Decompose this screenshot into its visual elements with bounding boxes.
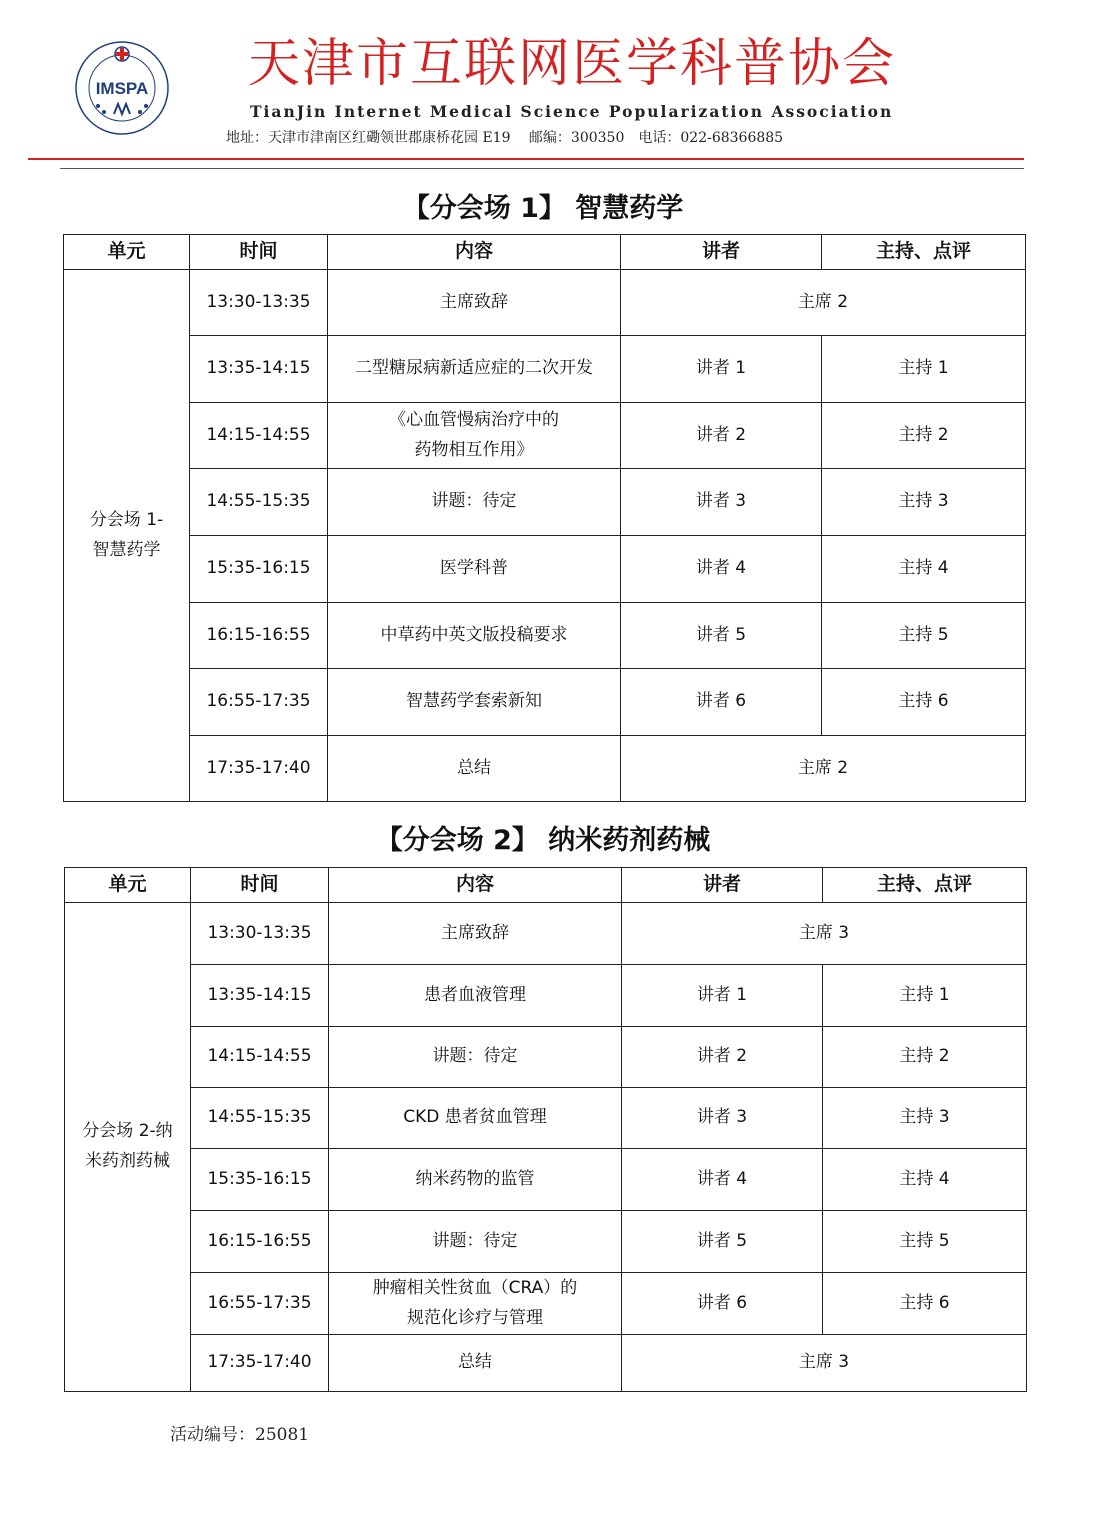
table-header-row xyxy=(65,868,1027,903)
host-cell: 主持 6 xyxy=(823,1273,1027,1335)
session-2-table xyxy=(64,867,1027,1392)
col-speaker: 讲者 xyxy=(622,868,823,903)
session-1-title: 【分会场 1】 智慧药学 xyxy=(402,193,684,224)
host-cell: 主持 5 xyxy=(823,1211,1027,1273)
content-cell: 主席致辞 xyxy=(328,270,621,336)
time-cell: 14:55-15:35 xyxy=(190,469,328,536)
time-cell: 16:55-17:35 xyxy=(190,669,328,736)
speaker-cell: 讲者 2 xyxy=(622,1027,823,1088)
content-cell xyxy=(329,1273,622,1335)
time-cell: 16:55-17:35 xyxy=(191,1273,329,1335)
speaker-cell: 讲者 4 xyxy=(622,1149,823,1211)
time-cell: 14:15-14:55 xyxy=(190,403,328,469)
time-cell: 13:35-14:15 xyxy=(190,336,328,403)
content-cell: 智慧药学套索新知 xyxy=(328,669,621,736)
table-row xyxy=(64,536,1026,603)
time-cell: 16:15-16:55 xyxy=(191,1211,329,1273)
speaker-cell: 讲者 5 xyxy=(622,1211,823,1273)
host-cell: 主持 6 xyxy=(822,669,1026,736)
table-row xyxy=(64,403,1026,469)
time-cell: 14:55-15:35 xyxy=(191,1088,329,1149)
time-cell: 14:15-14:55 xyxy=(191,1027,329,1088)
imspa-logo xyxy=(72,38,172,138)
speaker-cell: 讲者 3 xyxy=(621,469,822,536)
content-line: 肿瘤相关性贫血（CRA）的 xyxy=(372,1277,578,1298)
unit-line: 智慧药学 xyxy=(92,539,161,560)
speaker-cell: 讲者 3 xyxy=(622,1088,823,1149)
content-cell: 二型糖尿病新适应症的二次开发 xyxy=(328,336,621,403)
content-cell: CKD 患者贫血管理 xyxy=(329,1088,622,1149)
org-address: 地址：天津市津南区红磡领世郡康桥花园 E19 邮编：300350 电话：022-68366885 xyxy=(226,130,784,146)
table-row xyxy=(65,1273,1027,1335)
table-row xyxy=(64,736,1026,802)
content-cell: 总结 xyxy=(329,1335,622,1392)
letterhead xyxy=(0,0,1103,170)
chair-cell: 主席 3 xyxy=(622,903,1027,965)
time-cell: 15:35-16:15 xyxy=(190,536,328,603)
time-cell: 17:35-17:40 xyxy=(190,736,328,802)
host-cell: 主持 2 xyxy=(823,1027,1027,1088)
session-2-title: 【分会场 2】 纳米药剂药械 xyxy=(375,825,711,856)
speaker-cell: 讲者 1 xyxy=(621,336,822,403)
table-row xyxy=(65,1149,1027,1211)
content-cell xyxy=(328,403,621,469)
content-line: 规范化诊疗与管理 xyxy=(407,1307,543,1328)
table-row xyxy=(65,903,1027,965)
col-content: 内容 xyxy=(328,235,621,270)
table-header-row xyxy=(64,235,1026,270)
speaker-cell: 讲者 6 xyxy=(621,669,822,736)
unit-cell xyxy=(65,903,191,1392)
chair-cell: 主席 3 xyxy=(622,1335,1027,1392)
col-host: 主持、点评 xyxy=(822,235,1026,270)
time-cell: 13:30-13:35 xyxy=(190,270,328,336)
col-speaker: 讲者 xyxy=(621,235,822,270)
speaker-cell: 讲者 2 xyxy=(621,403,822,469)
unit-line: 分会场 2-纳 xyxy=(82,1121,173,1142)
activity-number: 活动编号：25081 xyxy=(170,1425,310,1445)
host-cell: 主持 1 xyxy=(822,336,1026,403)
chair-cell: 主席 2 xyxy=(621,736,1026,802)
col-time: 时间 xyxy=(191,868,329,903)
table-row xyxy=(65,965,1027,1027)
host-cell: 主持 1 xyxy=(823,965,1027,1027)
speaker-cell: 讲者 6 xyxy=(622,1273,823,1335)
logo-text: IMSPA xyxy=(95,79,149,98)
table-row xyxy=(65,1027,1027,1088)
table-row xyxy=(64,469,1026,536)
content-cell: 患者血液管理 xyxy=(329,965,622,1027)
table-row xyxy=(64,603,1026,669)
time-cell: 13:35-14:15 xyxy=(191,965,329,1027)
time-cell: 16:15-16:55 xyxy=(190,603,328,669)
content-line: 药物相互作用》 xyxy=(414,439,534,460)
content-cell: 纳米药物的监管 xyxy=(329,1149,622,1211)
content-cell: 讲题：待定 xyxy=(329,1027,622,1088)
host-cell: 主持 3 xyxy=(822,469,1026,536)
content-cell: 讲题：待定 xyxy=(329,1211,622,1273)
org-name-cn: 天津市互联网医学科普协会 xyxy=(248,34,897,94)
speaker-cell: 讲者 1 xyxy=(622,965,823,1027)
host-cell: 主持 4 xyxy=(823,1149,1027,1211)
content-cell: 中草药中英文版投稿要求 xyxy=(328,603,621,669)
col-unit: 单元 xyxy=(64,235,190,270)
speaker-cell: 讲者 4 xyxy=(621,536,822,603)
table-row xyxy=(64,336,1026,403)
table-row xyxy=(64,669,1026,736)
header-rule-black xyxy=(60,168,1024,169)
host-cell: 主持 4 xyxy=(822,536,1026,603)
time-cell: 15:35-16:15 xyxy=(191,1149,329,1211)
chair-cell: 主席 2 xyxy=(621,270,1026,336)
time-cell: 17:35-17:40 xyxy=(191,1335,329,1392)
table-row xyxy=(64,270,1026,336)
col-content: 内容 xyxy=(329,868,622,903)
table-row xyxy=(65,1335,1027,1392)
session-1-table xyxy=(63,234,1026,802)
time-cell: 13:30-13:35 xyxy=(191,903,329,965)
content-line: 《心血管慢病治疗中的 xyxy=(389,409,559,430)
speaker-cell: 讲者 5 xyxy=(621,603,822,669)
col-unit: 单元 xyxy=(65,868,191,903)
unit-line: 米药剂药械 xyxy=(85,1151,170,1171)
unit-cell xyxy=(64,270,190,802)
content-cell: 讲题：待定 xyxy=(328,469,621,536)
host-cell: 主持 2 xyxy=(822,403,1026,469)
col-time: 时间 xyxy=(190,235,328,270)
content-cell: 医学科普 xyxy=(328,536,621,603)
content-cell: 主席致辞 xyxy=(329,903,622,965)
host-cell: 主持 5 xyxy=(822,603,1026,669)
org-name-en: TianJin Internet Medical Science Popularization Association xyxy=(250,102,894,121)
content-cell: 总结 xyxy=(328,736,621,802)
host-cell: 主持 3 xyxy=(823,1088,1027,1149)
unit-line: 分会场 1- xyxy=(89,509,164,530)
col-host: 主持、点评 xyxy=(823,868,1027,903)
header-rule-red xyxy=(28,158,1024,160)
table-row xyxy=(65,1211,1027,1273)
table-row xyxy=(65,1088,1027,1149)
